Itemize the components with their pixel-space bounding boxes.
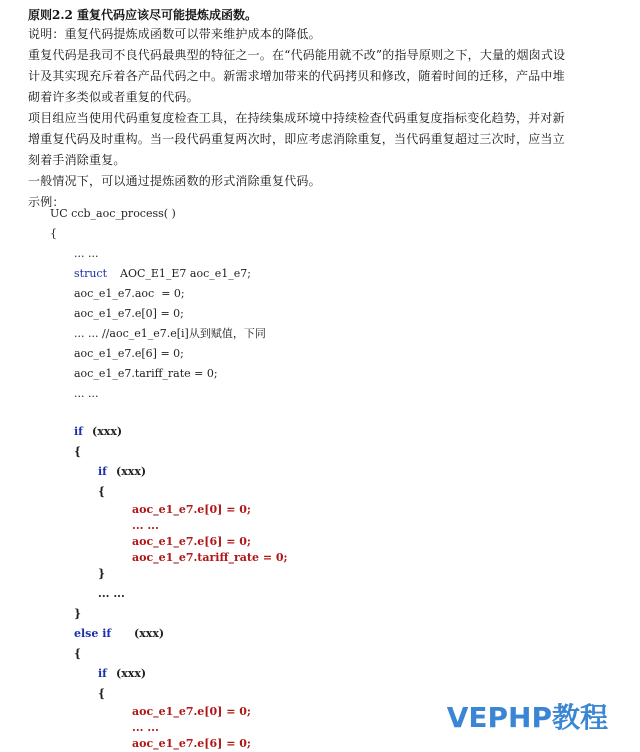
code-line-e0-highlight: aoc_e1_e7.e[0] = 0; <box>132 705 251 718</box>
code-line-function-signature: UC ccb_aoc_process( ) <box>50 207 176 220</box>
code-line-ellipsis-highlight: ... ... <box>132 519 159 532</box>
code-open-brace: { <box>74 445 82 458</box>
code-line-e0-init: aoc_e1_e7.e[0] = 0; <box>74 307 184 320</box>
paragraph-tooling: 项目组应当使用代码重复度检查工具，在持续集成环境中持续检查代码重复度指标变化趋势，并对新增重复代码及时重构。当一段代码重复两次时，即应考虑消除重复，当代码重复超过三次时，应当立刻着手消除重复。 <box>28 111 565 167</box>
paragraph-example-label: 示例： <box>28 195 65 209</box>
code-keyword-if: if <box>74 425 83 438</box>
code-condition: (xxx) <box>92 425 123 438</box>
code-open-brace: { <box>98 485 106 498</box>
section-title: 原则2.2 重复代码应该尽可能提炼成函数。 <box>28 8 258 22</box>
paragraph-general: 一般情况下，可以通过提炼函数的形式消除重复代码。 <box>28 174 321 188</box>
code-line-ellipsis-highlight: ... ... <box>132 721 159 734</box>
code-keyword-else-if: else if <box>74 627 112 640</box>
code-line-comment: ... ... //aoc_e1_e7.e[i]从到赋值，下同 <box>74 327 266 340</box>
code-line-aoc-init: aoc_e1_e7.aoc = 0; <box>74 287 185 300</box>
code-line-open-brace: { <box>50 227 57 240</box>
code-keyword-if: if <box>98 465 107 478</box>
code-line-e0-highlight: aoc_e1_e7.e[0] = 0; <box>132 503 251 516</box>
code-condition: (xxx) <box>134 627 165 640</box>
code-line-e6-init: aoc_e1_e7.e[6] = 0; <box>74 347 184 360</box>
code-line-ellipsis: ... ... <box>74 247 99 260</box>
code-close-brace: } <box>98 567 106 580</box>
code-line-tariff-init: aoc_e1_e7.tariff_rate = 0; <box>74 367 218 380</box>
code-open-brace: { <box>74 647 82 660</box>
code-keyword-if: if <box>98 667 107 680</box>
code-line-tariff-highlight: aoc_e1_e7.tariff_rate = 0; <box>132 551 288 564</box>
code-line-struct-decl: AOC_E1_E7 aoc_e1_e7; <box>120 267 251 280</box>
code-line-e6-highlight: aoc_e1_e7.e[6] = 0; <box>132 737 251 750</box>
code-keyword-struct: struct <box>74 267 107 280</box>
paragraph-duplicate-code: 重复代码是我司不良代码最典型的特征之一。在“代码能用就不改”的指导原则之下，大量的烟囱式设计及其实现充斥着各产品代码之中。新需求增加带来的代码拷贝和修改，随着时间的迁移，产品中堆砌着许多类似或者重复的代码。 <box>28 48 566 104</box>
code-line-e6-highlight: aoc_e1_e7.e[6] = 0; <box>132 535 251 548</box>
code-condition: (xxx) <box>116 465 147 478</box>
watermark-logo: VEPHP教程 <box>446 701 608 734</box>
code-close-brace: } <box>74 607 82 620</box>
code-line-ellipsis: ... ... <box>74 387 99 400</box>
code-line-ellipsis: ... ... <box>98 587 125 600</box>
paragraph-note: 说明：重复代码提炼成函数可以带来维护成本的降低。 <box>28 27 321 41</box>
code-condition: (xxx) <box>116 667 147 680</box>
code-open-brace: { <box>98 687 106 700</box>
